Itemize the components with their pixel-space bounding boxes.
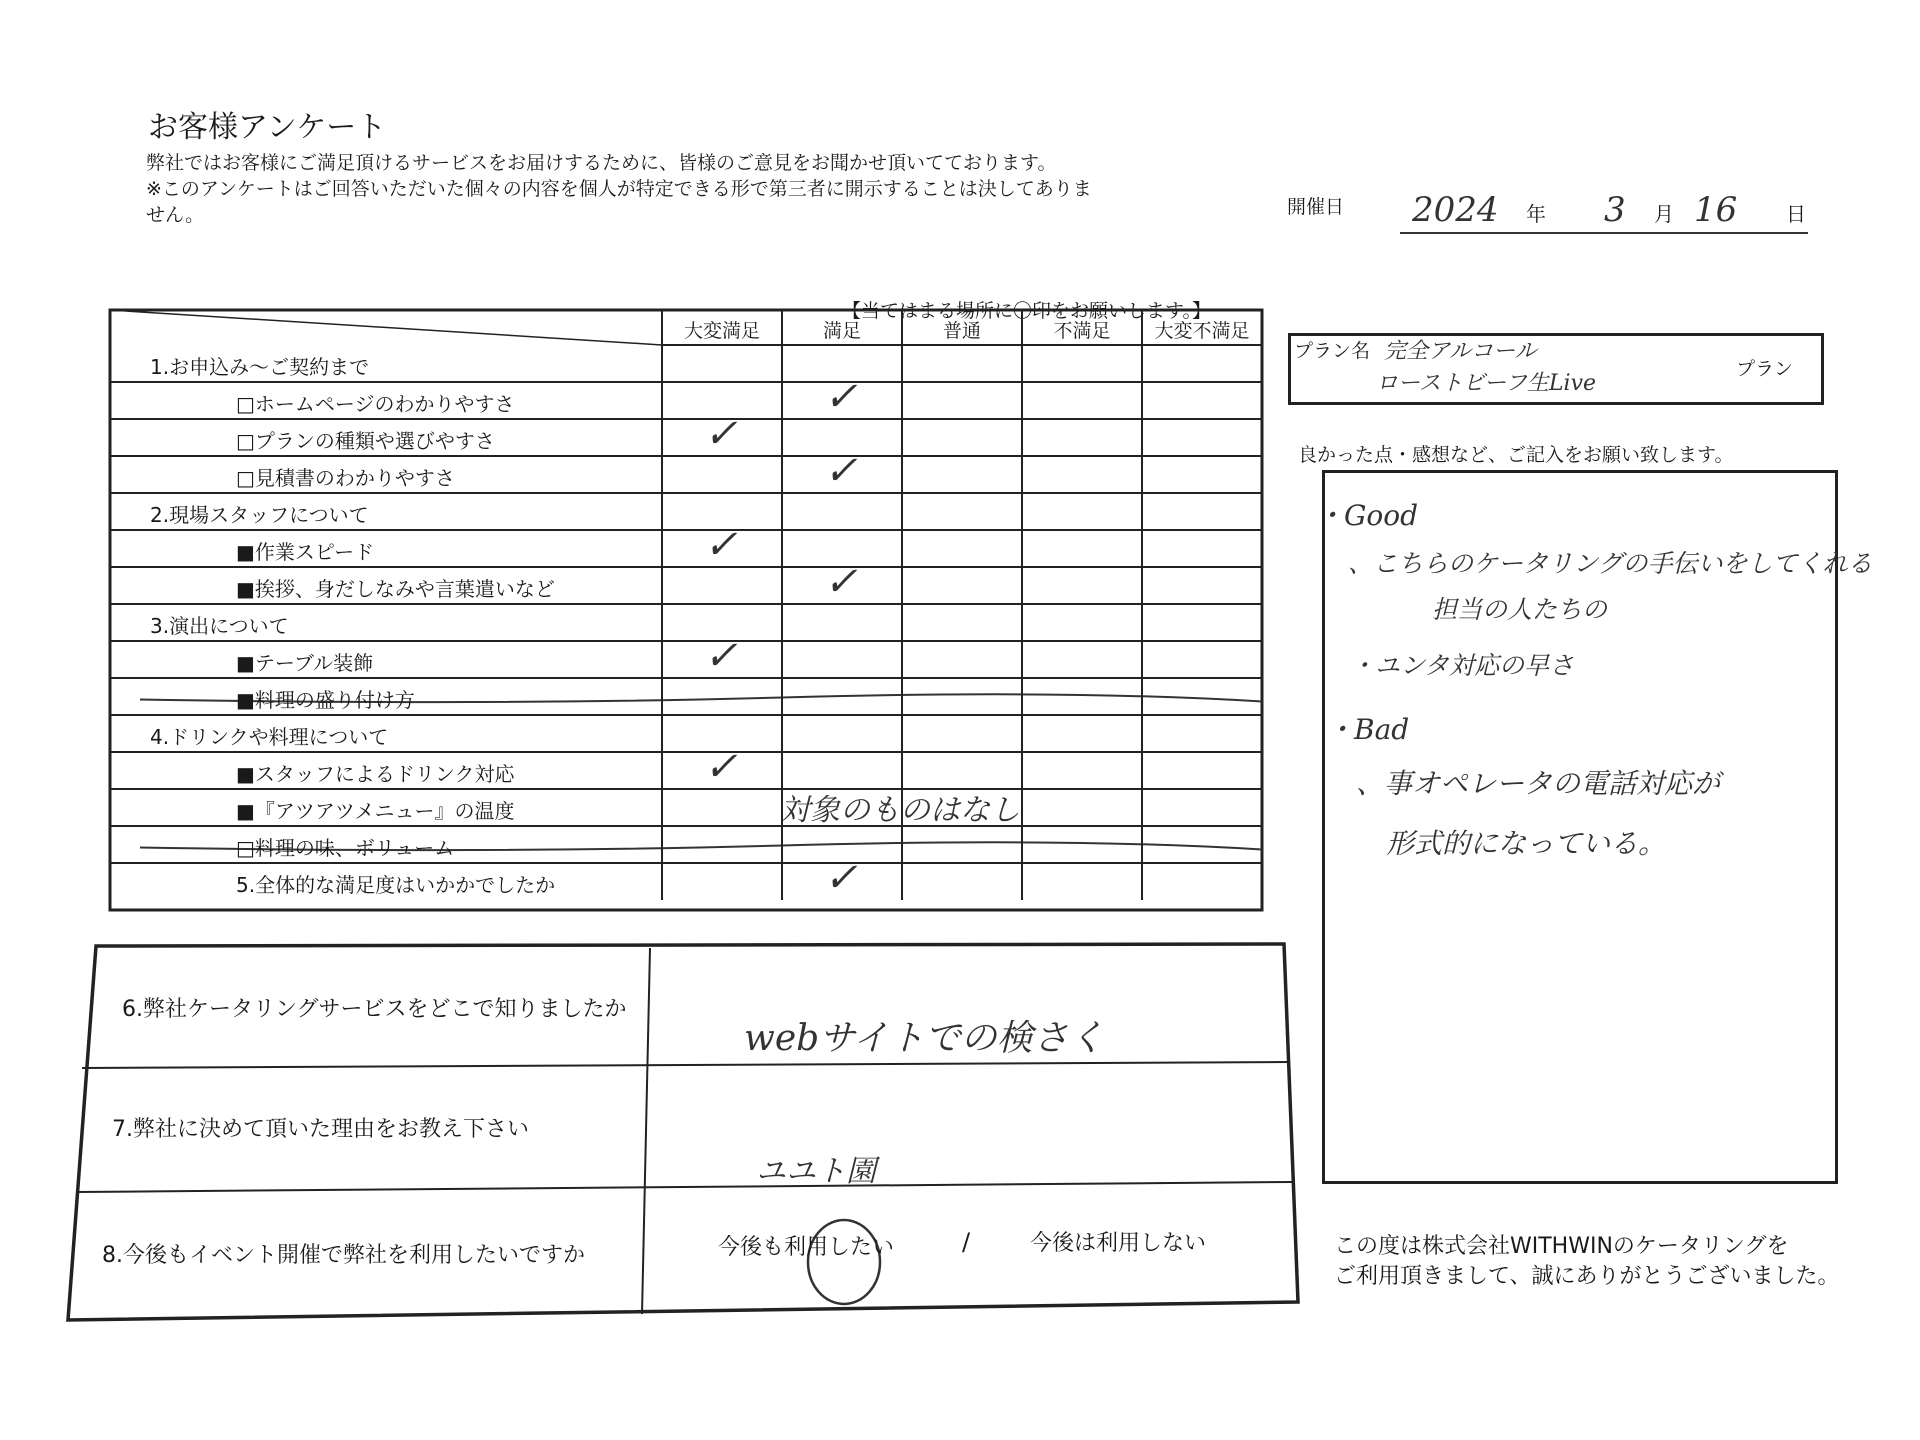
- option-separator: /: [962, 1228, 971, 1256]
- comment-line: 担当の人たちの: [1432, 595, 1608, 624]
- rating-item-label: ■テーブル装飾: [236, 651, 374, 675]
- comment-line: ・Bad: [1326, 713, 1410, 746]
- column-header: 普通: [942, 320, 981, 342]
- rating-item-label: ■『アツアツメニュー』の温度: [236, 799, 515, 823]
- intro-line: せん。: [146, 204, 205, 226]
- section-heading: 3.演出について: [150, 614, 289, 638]
- column-header: 不満足: [1053, 320, 1111, 342]
- check-mark[interactable]: ✓: [824, 559, 858, 605]
- date-label: 開催日: [1287, 196, 1345, 218]
- section-heading: 2.現場スタッフについて: [150, 503, 369, 527]
- question-7-label: 7.弊社に決めて頂いた理由をお教え下さい: [112, 1117, 529, 1142]
- thanks-message: [1334, 1232, 1840, 1292]
- section-heading: 1.お申込み～ご契約まで: [150, 355, 370, 379]
- check-mark[interactable]: ✓: [704, 633, 738, 679]
- comment-line: ・Good: [1316, 499, 1419, 532]
- plan-suffix: プラン: [1736, 358, 1794, 380]
- comment-line: 、こちらのケータリングの手伝いをしてくれる: [1348, 549, 1873, 578]
- check-mark[interactable]: ✓: [824, 855, 858, 901]
- section-heading: 4.ドリンクや料理について: [150, 725, 389, 749]
- question-6-answer[interactable]: webサイトでの検さく: [744, 1018, 1105, 1059]
- option-not-use[interactable]: 今後は利用しない: [1030, 1231, 1207, 1256]
- option-continue-use[interactable]: 今後も利用したい: [718, 1235, 895, 1260]
- rating-item-label: ■挨拶、身だしなみや言葉遣いなど: [236, 577, 555, 601]
- intro-line: 弊社ではお客様にご満足頂けるサービスをお届けするために、皆様のご意見をお聞かせ頂いてております。: [146, 152, 1057, 174]
- rating-item-label: ■料理の盛り付け方: [236, 688, 415, 712]
- comment-line: ・ユンタ対応の早さ: [1350, 651, 1575, 680]
- rating-item-label: □プランの種類や選びやすさ: [236, 429, 495, 453]
- check-mark[interactable]: ✓: [824, 448, 858, 494]
- check-mark[interactable]: ✓: [824, 374, 858, 420]
- thanks-line: ご利用頂きまして、誠にありがとうございました。: [1334, 1264, 1840, 1289]
- comment-line: 形式的になっている。: [1386, 827, 1667, 860]
- date-year-unit: 年: [1526, 202, 1546, 226]
- rating-item-label: ■作業スピード: [236, 540, 375, 564]
- rating-item-label: 5.全体的な満足度はいかかでしたか: [236, 873, 556, 897]
- date-month-unit: 月: [1654, 202, 1674, 226]
- check-mark[interactable]: ✓: [704, 522, 738, 568]
- comment-line: 、事オペレータの電話対応が: [1356, 767, 1721, 800]
- plan-name-line2[interactable]: ローストビーフ生Live: [1376, 371, 1597, 396]
- rating-item-label: □ホームページのわかりやすさ: [236, 392, 515, 416]
- column-header: 満足: [822, 320, 861, 342]
- rating-item-label: ■スタッフによるドリンク対応: [236, 762, 515, 786]
- check-mark[interactable]: ✓: [704, 744, 738, 790]
- intro-line: ※このアンケートはご回答いただいた個々の内容を個人が特定できる形で第三者に開示することは決してありま: [146, 178, 1092, 200]
- column-header: 大変不満足: [1154, 320, 1250, 342]
- date-day-unit: 日: [1786, 202, 1806, 226]
- date-year[interactable]: 2024: [1412, 190, 1499, 230]
- comments-label: 良かった点・感想など、ご記入をお願い致します。: [1298, 444, 1734, 466]
- thanks-line: この度は株式会社WITHWINのケータリングを: [1334, 1234, 1789, 1259]
- date-month[interactable]: 3: [1604, 190, 1626, 230]
- question-8-label: 8.今後もイベント開催で弊社を利用したいですか: [102, 1243, 585, 1268]
- instruction-text: 【当てはまる場所に〇印をお願いします。】: [842, 300, 1211, 322]
- question-7-answer[interactable]: ユユト園: [756, 1154, 876, 1189]
- date-day[interactable]: 16: [1694, 190, 1738, 230]
- column-header: 大変満足: [683, 320, 760, 342]
- handwritten-note: 対象のものはなし: [780, 793, 1020, 828]
- check-mark[interactable]: ✓: [704, 411, 738, 457]
- survey-title: お客様アンケート: [148, 110, 387, 145]
- question-6-label: 6.弊社ケータリングサービスをどこで知りましたか: [122, 997, 627, 1022]
- rating-item-label: □見積書のわかりやすさ: [236, 466, 455, 490]
- plan-name-label: プラン名: [1294, 340, 1371, 362]
- plan-name-line1[interactable]: 完全アルコール: [1384, 339, 1537, 364]
- rating-item-label: □料理の味、ボリューム: [236, 836, 455, 860]
